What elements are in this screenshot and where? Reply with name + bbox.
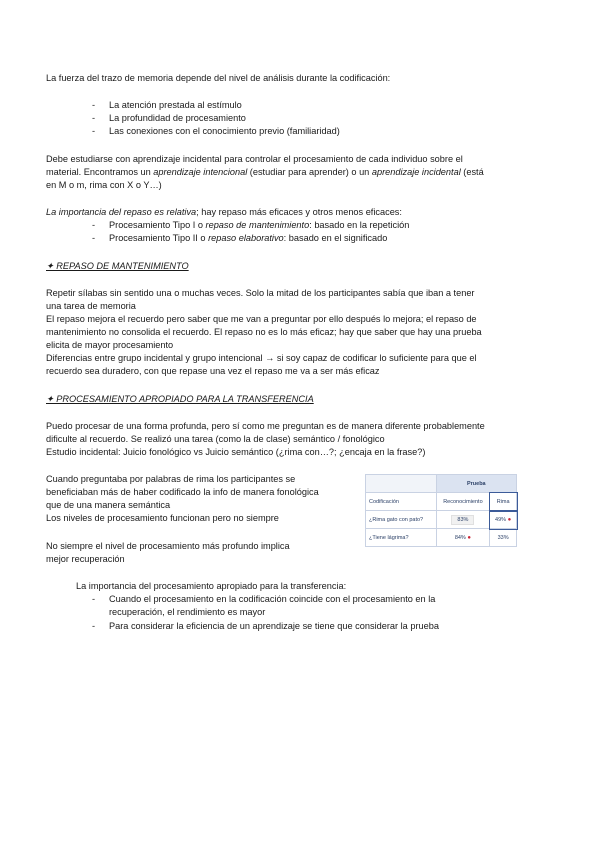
paragraph-line: Diferencias entre grupo incidental y grupo intencional → si soy capaz de codificar lo suficiente para que el — [46, 353, 477, 363]
section-heading: ✦ PROCESAMIENTO APROPIADO PARA LA TRANSFERENCIA — [46, 394, 314, 404]
list-item: La profundidad de procesamiento — [109, 113, 246, 123]
paragraph-line: beneficiaban más de haber codificado la info de manera fonológica — [46, 487, 319, 497]
table-row-label: ¿Rima gato con pato? — [366, 511, 437, 529]
paragraph-line: Puedo procesar de una forma profunda, pero sí como me preguntan es de manera diferente probablemente — [46, 421, 485, 431]
list-item: Las conexiones con el conocimiento previo (familiaridad) — [109, 126, 340, 136]
paragraph-line: mantenimiento no consolida el recuerdo. El repaso no es lo más eficaz; hay que saber que hay una prueba — [46, 327, 482, 337]
paragraph-line: No siempre el nivel de procesamiento más profundo implica — [46, 541, 290, 551]
table-row-label: ¿Tiene lágrima? — [366, 529, 437, 547]
list-item: Cuando el procesamiento en la codificación coincide con el procesamiento en la — [109, 594, 436, 604]
paragraph-line: material. Encontramos un aprendizaje intencional (estudiar para aprender) o un aprendizaje incidental (está — [46, 167, 484, 177]
table-cell: 83% — [436, 511, 490, 529]
paragraph-line: mejor recuperación — [46, 554, 125, 564]
paragraph-line: dificulte al recuerdo. Se realizó una tarea (como la de clase) semántico / fonológico — [46, 434, 385, 444]
paragraph-line: elicita de mayor procesamiento — [46, 340, 174, 350]
list-item: Procesamiento Tipo II o repaso elaborativo: basado en el significado — [109, 233, 388, 243]
paragraph-line: Cuando preguntaba por palabras de rima los participantes se — [46, 474, 296, 484]
paragraph-line: Repetir sílabas sin sentido una o muchas veces. Solo la mitad de los participantes sabía que iban a tener — [46, 288, 475, 298]
list-item: Para considerar la eficiencia de un aprendizaje se tiene que considerar la prueba — [109, 621, 439, 631]
table-cell: 49% ● — [490, 511, 517, 529]
paragraph-line: Estudio incidental: Juicio fonológico vs Juicio semántico (¿rima con…?; ¿encaja en la frase?) — [46, 447, 426, 457]
paragraph-line: Debe estudiarse con aprendizaje incidental para controlar el procesamiento de cada individuo sobre el — [46, 154, 463, 164]
paragraph-line: en M o m, rima con X o Y…) — [46, 180, 162, 190]
table-header-prueba: Prueba — [436, 475, 516, 493]
list-bullet: - — [92, 233, 96, 243]
list-bullet: - — [92, 220, 96, 230]
table-col-header: Rima — [490, 493, 517, 511]
paragraph-line: recuerdo sea duradero, con que repase una vez el repaso me va a ser más eficaz — [46, 366, 380, 376]
list-bullet: - — [92, 126, 96, 136]
table-cell: 33% — [490, 529, 517, 547]
section-heading: ✦ REPASO DE MANTENIMIENTO — [46, 261, 189, 271]
table-corner — [366, 475, 437, 493]
table-col-header: Reconocimiento — [436, 493, 490, 511]
list-bullet: - — [92, 100, 96, 110]
paragraph-line: La importancia del procesamiento apropiado para la transferencia: — [76, 581, 347, 591]
paragraph-line: que de una manera semántica — [46, 500, 171, 510]
list-bullet: - — [92, 621, 96, 631]
list-bullet: - — [92, 113, 96, 123]
paragraph-line: El repaso mejora el recuerdo pero saber que me van a preguntar por ello después lo mejora; el repaso de — [46, 314, 477, 324]
paragraph-line: La importancia del repaso es relativa; hay repaso más eficaces y otros menos eficaces: — [46, 207, 402, 217]
list-bullet: - — [92, 594, 96, 604]
results-table — [365, 474, 517, 547]
table-cell: 84% ● — [436, 529, 490, 547]
list-item: Procesamiento Tipo I o repaso de mantenimiento: basado en la repetición — [109, 220, 410, 230]
list-item: La atención prestada al estímulo — [109, 100, 242, 110]
marker-dot-icon: ● — [507, 516, 512, 523]
list-item-continuation: recuperación, el rendimiento es mayor — [109, 607, 266, 617]
table-header-codificacion: Codificación — [366, 493, 437, 511]
paragraph-line: una tarea de memoria — [46, 301, 136, 311]
intro-text: La fuerza del trazo de memoria depende del nivel de análisis durante la codificación: — [46, 73, 391, 83]
paragraph-line: Los niveles de procesamiento funcionan pero no siempre — [46, 513, 279, 523]
marker-dot-icon: ● — [467, 534, 471, 541]
